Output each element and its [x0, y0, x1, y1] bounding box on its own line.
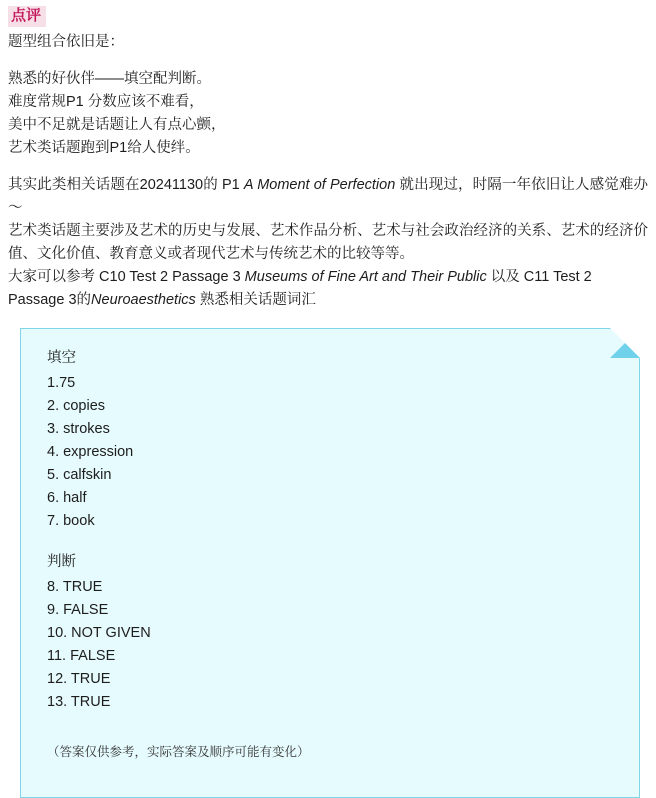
spacer	[8, 160, 648, 174]
body-paragraph-1	[8, 174, 648, 220]
answer-item: 9. FALSE	[47, 602, 109, 618]
body-paragraph-2: 艺术类话题主要涉及艺术的历史与发展、艺术作品分析、艺术与社会政治经济的关系、艺术的经济价值、文化价值、教育意义或者现代艺术与传统艺术的比较等等。	[8, 223, 648, 262]
answer-card-wrapper	[20, 328, 640, 798]
intro-lead: 题型组合依旧是：	[8, 34, 124, 50]
answer-item: 13. TRUE	[47, 694, 111, 710]
answer-item: 7. book	[47, 513, 95, 529]
answer-item: 11. FALSE	[47, 648, 116, 664]
answer-item: 4. expression	[47, 444, 134, 460]
answer-item: 5. calfskin	[47, 467, 112, 483]
body-p3-title-1: Museums of Fine Art and Their Public	[244, 269, 487, 285]
answer-item: 3. strokes	[47, 421, 110, 437]
answer-item: 10. NOT GIVEN	[47, 625, 151, 641]
intro-lines	[8, 68, 648, 160]
answer-card	[20, 328, 640, 798]
intro-line-4: 艺术类话题跑到P1给人使绊。	[8, 140, 200, 156]
body-p1-suffix: 就出现过，时隔一年依旧让人感觉难办～	[8, 177, 648, 216]
body-p3-title-2: Neuroaesthetics	[91, 292, 196, 308]
folded-corner-icon	[610, 328, 640, 358]
body-p1-title: A Moment of Perfection	[243, 177, 396, 193]
answer-item: 1.75	[47, 375, 76, 391]
true-false-heading: 判断	[47, 554, 76, 570]
body-paragraph-3	[8, 266, 648, 312]
answer-item: 6. half	[47, 490, 87, 506]
answer-item: 2. copies	[47, 398, 106, 414]
spacer	[8, 54, 648, 68]
section-title: 点评	[8, 6, 46, 27]
body-p3-prefix: 大家可以参考 C10 Test 2 Passage 3	[8, 269, 245, 285]
intro-line-3: 美中不足就是话题让人有点心颤，	[8, 117, 226, 133]
body-p1-prefix: 其实此类相关话题在20241130的 P1	[8, 177, 244, 193]
intro-line-2: 难度常规P1 分数应该不难看，	[8, 94, 204, 110]
fill-in-blank-heading: 填空	[47, 350, 76, 366]
body-p3-mid: 以及 C11 Test 2 Passage 3的	[8, 269, 592, 308]
answer-item: 8. TRUE	[47, 579, 103, 595]
intro-line-1: 熟悉的好伙伴——填空配判断。	[8, 71, 211, 87]
answer-disclaimer: （答案仅供参考，实际答案及顺序可能有变化）	[47, 745, 310, 759]
spacer	[47, 533, 619, 551]
answer-item: 12. TRUE	[47, 671, 111, 687]
body-p3-suffix: 熟悉相关话题词汇	[195, 292, 316, 308]
